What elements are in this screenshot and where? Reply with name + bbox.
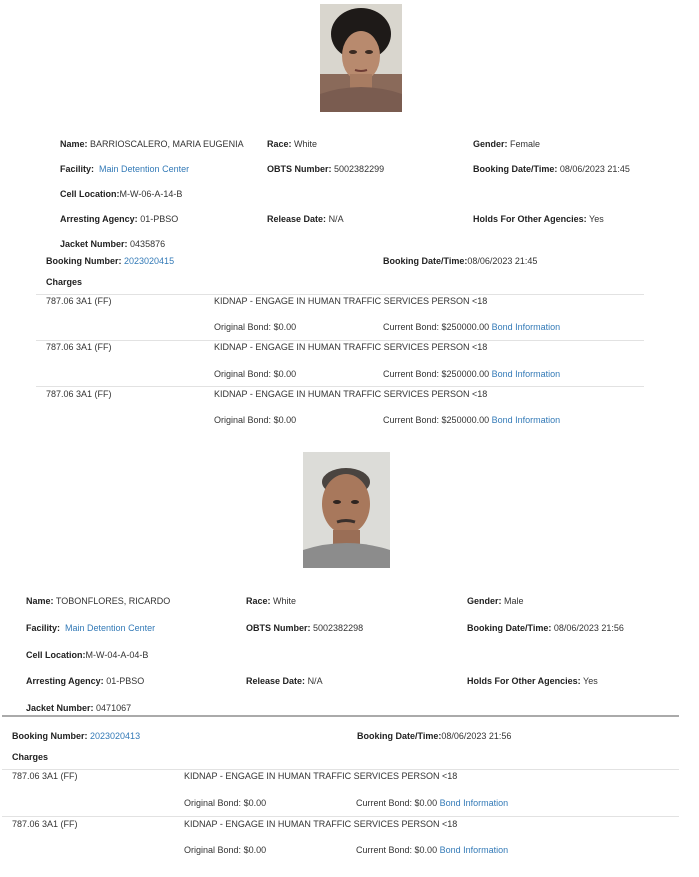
bond-information-link[interactable]: Bond Information (491, 415, 561, 425)
inmate-1-release: Release Date: N/A (267, 214, 344, 224)
inmate-2-booking-number-link[interactable]: 2023020413 (90, 731, 141, 741)
inmate-1-facility: Facility: Main Detention Center (60, 164, 190, 174)
original-bond: Original Bond: $0.00 (214, 415, 297, 425)
charge-description: KIDNAP - ENGAGE IN HUMAN TRAFFIC SERVICES PERSON <18 (214, 296, 488, 306)
inmate-2-booking-datetime: Booking Date/Time: 08/06/2023 21:56 (467, 623, 624, 633)
inmate-2-charges-heading: Charges (12, 752, 49, 762)
inmate-2-obts: OBTS Number: 5002382298 (246, 623, 364, 633)
inmate-2-race: Race: White (246, 596, 297, 606)
charge-code: 787.06 3A1 (FF) (12, 819, 78, 829)
charge-description: KIDNAP - ENGAGE IN HUMAN TRAFFIC SERVICES PERSON <18 (184, 771, 458, 781)
inmate-1-agency: Arresting Agency: 01-PBSO (60, 214, 179, 224)
inmate-2-facility: Facility: Main Detention Center (26, 623, 156, 633)
inmate-1-holds: Holds For Other Agencies: Yes (473, 214, 604, 224)
current-bond: Current Bond: $250000.00 Bond Information (383, 369, 561, 379)
inmate-1-booking-number: Booking Number: 2023020415 (46, 256, 175, 266)
inmate-2-agency: Arresting Agency: 01-PBSO (26, 676, 145, 686)
inmate-2-cell: Cell Location:M-W-04-A-04-B (26, 650, 149, 660)
charge-code: 787.06 3A1 (FF) (46, 342, 112, 352)
current-bond: Current Bond: $250000.00 Bond Information (383, 322, 561, 332)
inmate-2-booking-datetime-2: Booking Date/Time:08/06/2023 21:56 (357, 731, 512, 741)
bond-information-link[interactable]: Bond Information (439, 798, 509, 808)
charge-code: 787.06 3A1 (FF) (46, 296, 112, 306)
charge-description: KIDNAP - ENGAGE IN HUMAN TRAFFIC SERVICES PERSON <18 (184, 819, 458, 829)
inmate-2-gender: Gender: Male (467, 596, 524, 606)
section-divider (2, 715, 679, 717)
original-bond: Original Bond: $0.00 (214, 369, 297, 379)
bond-information-link[interactable]: Bond Information (491, 369, 561, 379)
bond-information-link[interactable]: Bond Information (439, 845, 509, 855)
charge-code: 787.06 3A1 (FF) (46, 389, 112, 399)
charge-description: KIDNAP - ENGAGE IN HUMAN TRAFFIC SERVICES PERSON <18 (214, 389, 488, 399)
charge-description: KIDNAP - ENGAGE IN HUMAN TRAFFIC SERVICES PERSON <18 (214, 342, 488, 352)
original-bond: Original Bond: $0.00 (184, 798, 267, 808)
inmate-1-booking-datetime: Booking Date/Time: 08/06/2023 21:45 (473, 164, 630, 174)
inmate-2-facility-link[interactable]: Main Detention Center (65, 623, 156, 633)
inmate-1-name: Name: BARRIOSCALERO, MARIA EUGENIA (60, 139, 244, 149)
inmate-1-booking-datetime-2: Booking Date/Time:08/06/2023 21:45 (383, 256, 538, 266)
inmate-1-gender: Gender: Female (473, 139, 541, 149)
current-bond: Current Bond: $250000.00 Bond Information (383, 415, 561, 425)
inmate-2-release: Release Date: N/A (246, 676, 323, 686)
divider (2, 769, 679, 770)
inmate-2-name: Name: TOBONFLORES, RICARDO (26, 596, 171, 606)
inmate-1-jacket: Jacket Number: 0435876 (60, 239, 166, 249)
inmate-1-facility-link[interactable]: Main Detention Center (99, 164, 190, 174)
inmate-1-cell: Cell Location:M-W-06-A-14-B (60, 189, 183, 199)
original-bond: Original Bond: $0.00 (184, 845, 267, 855)
divider (36, 294, 644, 295)
inmate-2-booking-number: Booking Number: 2023020413 (12, 731, 141, 741)
inmate-1-charges-heading: Charges (46, 277, 83, 287)
inmate-1-race: Race: White (267, 139, 318, 149)
inmate-2-mugshot (303, 452, 390, 568)
charge-code: 787.06 3A1 (FF) (12, 771, 78, 781)
original-bond: Original Bond: $0.00 (214, 322, 297, 332)
current-bond: Current Bond: $0.00 Bond Information (356, 798, 509, 808)
inmate-2-jacket: Jacket Number: 0471067 (26, 703, 132, 713)
inmate-1-mugshot (320, 4, 402, 112)
inmate-2-holds: Holds For Other Agencies: Yes (467, 676, 598, 686)
current-bond: Current Bond: $0.00 Bond Information (356, 845, 509, 855)
inmate-1-obts: OBTS Number: 5002382299 (267, 164, 385, 174)
inmate-1-booking-number-link[interactable]: 2023020415 (124, 256, 175, 266)
divider (36, 386, 644, 387)
divider (2, 816, 679, 817)
bond-information-link[interactable]: Bond Information (491, 322, 561, 332)
divider (36, 340, 644, 341)
